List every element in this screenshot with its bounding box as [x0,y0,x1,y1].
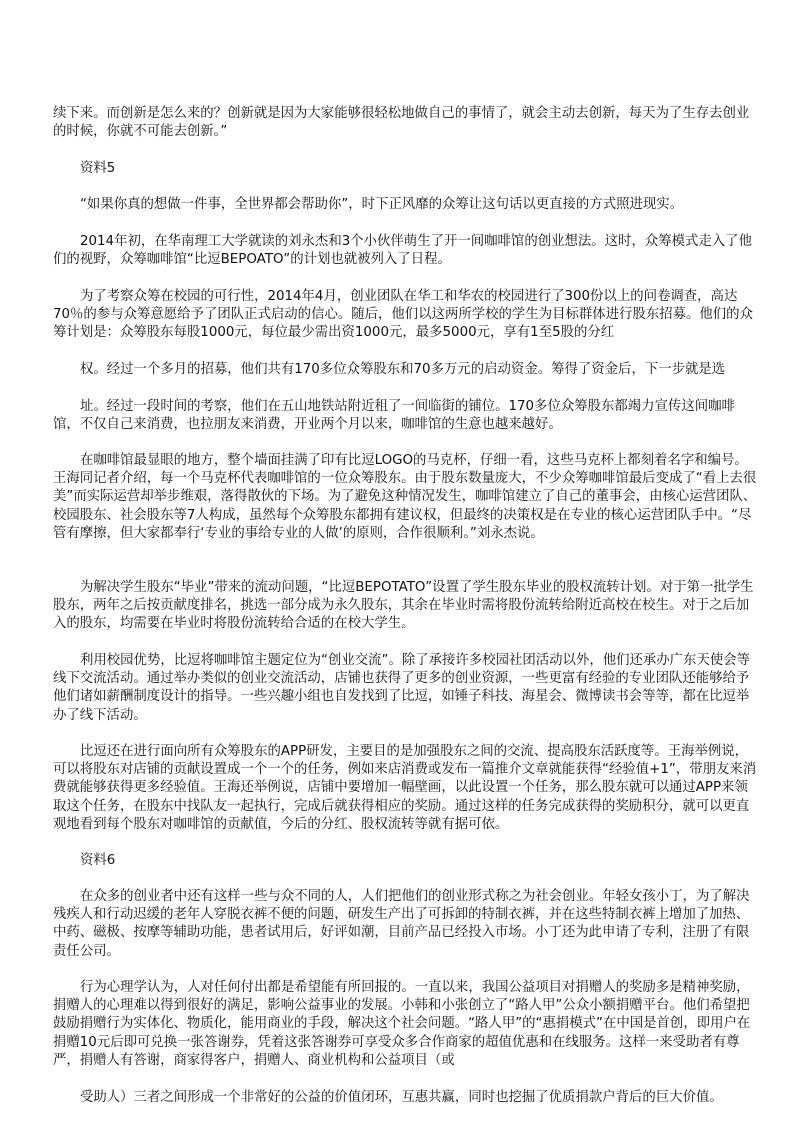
section-heading-6: 资料6 [80,853,116,868]
paragraph-2: “如果你真的想做一件事，全世界都会帮助你”，时下正风靡的众筹让这句话以更直接的方式照进现实。 [80,197,684,212]
paragraph-12: 行为心理学认为，人对任何付出都是希望能有所回报的。一直以来，我国公益项目对捐赠人的奖励多是精神奖励，捐赠人的心理难以得到很好的满足，影响公益事业的发展。小韩和小张创立了“路人甲”公众小额捐赠平台。他们希望把鼓励捐赠行为实体化、物质化，能用商业的手段，解决这个社会问题。“路人甲”的“惠捐模式”在中国是首创，即用户在捐赠10元后即可兑换一张答谢券，凭着这张答谢券可享受众多合作商家的超值优惠和在线服务。这样一来受助者有尊严，捐赠人有答谢，商家得客户，捐赠人、商业机构和公益项目（或 [53,980,751,1068]
paragraph-13: 受助人）三者之间形成一个非常好的公益的价值闭环，互惠共赢，同时也挖掘了优质捐款户背后的巨大价值。 [80,1090,723,1105]
section-heading-5: 资料5 [80,161,116,176]
paragraph-1: 续下来。而创新是怎么来的？创新就是因为大家能够很轻松地做自己的事情了，就会主动去创新，每天为了生存去创业的时候，你就不可能去创新。” [53,106,750,140]
paragraph-9: 利用校园优势，比逗将咖啡馆主题定位为“创业交流”。除了承接许多校园社团活动以外，他们还承办广东天使会等线下交流活动。通过举办类似的创业交流活动，店铺也获得了更多的创业资源，一些更富有经验的专业团队还能够给予他们诸如薪酬制度设计的指导。一些兴趣小组也自发找到了比逗，如锤子科技、海星会、微博读书会等等，都在比逗举办了线下活动。 [53,653,751,723]
paragraph-5: 权。经过一个多月的招募，他们共有170多位众筹股东和70多万元的启动资金。筹得了资金后，下一步就是选 [80,362,726,377]
paragraph-8: 为解决学生股东“毕业”带来的流动问题，“比逗BEPOTATO”设置了学生股东毕业的股权流转计划。对于第一批学生股东，两年之后按贡献度排名，挑选一部分成为永久股东，其余在毕业时需将股份流转给附近高校在校生。对于之后加入的股东，均需要在毕业时将股份流转给合适的在校大学生。 [53,580,754,632]
paragraph-10: 比逗还在进行面向所有众筹股东的APP研发，主要目的是加强股东之间的交流、提高股东活跃度等。王海举例说，可以将股东对店铺的贡献设置成一个一个的任务，例如来店消费或发布一篇推介文章就能获得“经验值+1”，带朋友来消费就能够获得更多经验值。王海还举例说，店铺中要增加一幅壁画，以此设置一个任务，那么股东就可以通过APP来领取这个任务，在股东中找队友一起执行，完成后就获得相应的奖励。通过这样的任务完成获得的奖励积分，就可以更直观地看到每个股东对咖啡馆的贡献值，今后的分红、股权流转等就有据可依。 [53,744,757,832]
paragraph-3: 2014年初，在华南理工大学就读的刘永杰和3个小伙伴萌生了开一间咖啡馆的创业想法。这时，众筹模式走入了他们的视野，众筹咖啡馆“比逗BEPOATO”的计划也就被列入了日程。 [53,234,752,268]
paragraph-7: 在咖啡馆最显眼的地方，整个墙面挂满了印有比逗LOGO的马克杯，仔细一看，这些马克杯上都刻着名字和编号。王海同记者介绍，每一个马克杯代表咖啡馆的一位众筹股东。由于股东数量庞大，不少众筹咖啡馆最后变成了“看上去很美”而实际运营却举步维艰，落得散伙的下场。为了避免这种情况发生，咖啡馆建立了自己的董事会，由核心运营团队、校园股东、社会股东等7人构成，虽然每个众筹股东都拥有建议权，但最终的决策权是在专业的核心运营团队手中。“尽管有摩擦，但大家都奉行‘专业的事给专业的人做’的原则，合作很顺利。”刘永杰说。 [53,453,757,541]
paragraph-11: 在众多的创业者中还有这样一些与众不同的人，人们把他们的创业形式称之为社会创业。年轻女孩小丁，为了解决残疾人和行动迟缓的老年人穿脱衣裤不便的问题，研发生产出了可拆卸的特制衣裤，并在这些特制衣裤上增加了加热、中药、磁极、按摩等辅助功能，患者试用后，好评如潮，目前产品已经投入市场。小丁还为此申请了专利，注册了有限责任公司。 [53,889,750,959]
paragraph-6: 址。经过一段时间的考察，他们在五山地铁站附近租了一间临街的铺位。170多位众筹股东都竭力宣传这间咖啡馆，不仅自己来消费，也拉朋友来消费，开业两个月以来，咖啡馆的生意也越来越好。 [53,399,735,433]
paragraph-4: 为了考察众筹在校园的可行性，2014年4月，创业团队在华工和华农的校园进行了300份以上的问卷调查，高达70％的参与众筹意愿给予了团队正式启动的信心。随后，他们以这两所学校的学生为目标群体进行股东招募。他们的众筹计划是：众筹股东每股1000元，每位最少需出资1000元，最多5000元，享有1至5股的分红 [53,289,753,341]
